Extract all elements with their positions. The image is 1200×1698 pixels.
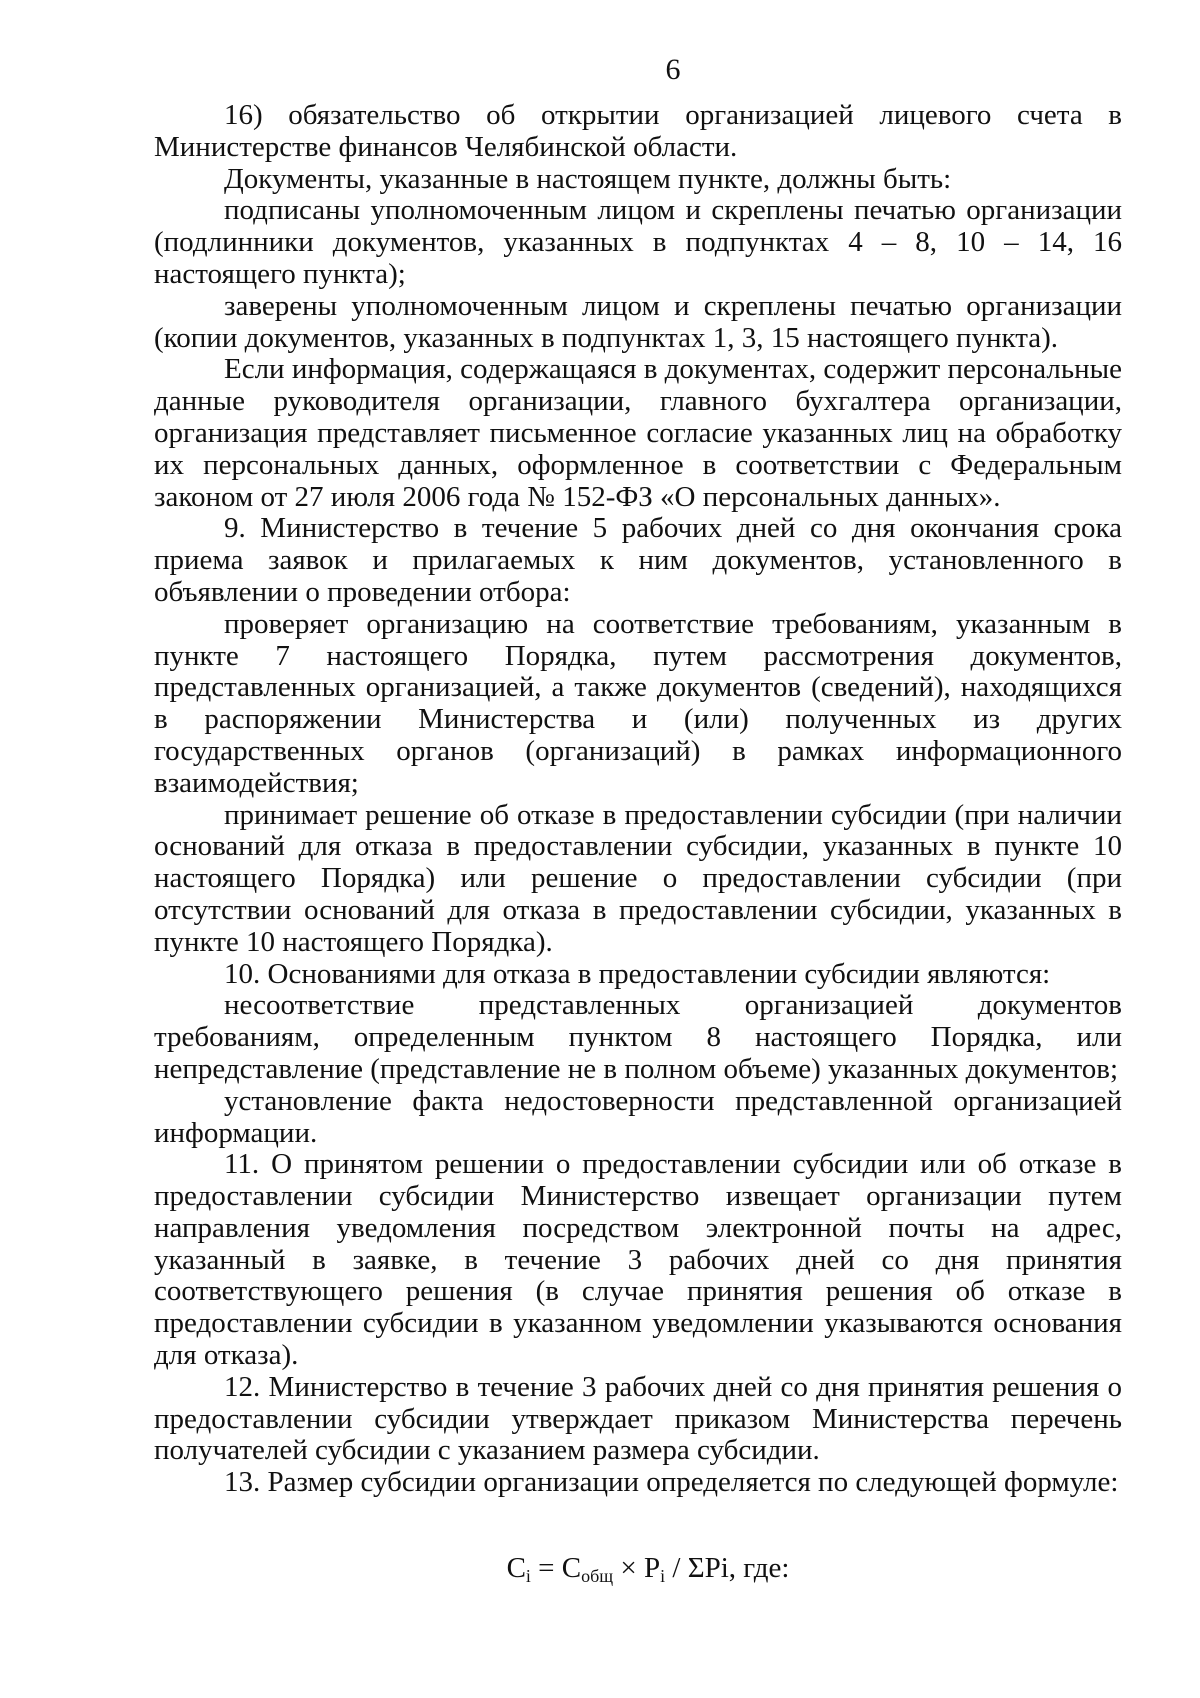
formula-total-sub: общ: [581, 1566, 614, 1587]
paragraph-10: 10. Основаниями для отказа в предоставлении субсидии являются:: [224, 957, 1051, 990]
formula-times: × P: [613, 1552, 661, 1585]
paragraph-13: 13. Размер субсидии организации определяется по следующей формуле:: [224, 1466, 1119, 1499]
formula-eq: = C: [530, 1552, 582, 1585]
formula-c: C: [506, 1552, 526, 1585]
paragraph-mismatch: несоответствие представленных организацией документов требованиям, определенным пунктом 8 настоящего Порядка, или непредставление (представление не в полном объеме) указанных документов;: [154, 989, 1122, 1085]
paragraph-checks: проверяет организацию на соответствие требованиям, указанным в пункте 7 настоящего Порядка, путем рассмотрения документов, представленных организацией, а также документов (сведений), находящихся в распоряжении Министерства и (или) полученных из других государственных органов (организаций) в рамках информационного взаимодействия;: [154, 607, 1122, 799]
paragraph-decision: принимает решение об отказе в предоставлении субсидии (при наличии оснований для отказа в предоставлении субсидии, указанных в пункте 10 настоящего Порядка) или решение о предоставлении субсидии (при отсутствии оснований для отказа в предоставлении субсидии, указанных в пункте 10 настоящего Порядка).: [154, 798, 1122, 958]
paragraph-12: 12. Министерство в течение 3 рабочих дней со дня принятия решения о предоставлении субсидии утверждает приказом Министерства перечень получателей субсидии с указанием размера субсидии.: [154, 1370, 1122, 1467]
paragraph-9: 9. Министерство в течение 5 рабочих дней со дня окончания срока приема заявок и прилагаемых к ним документов, установленного в объявлении о проведении отбора:: [154, 512, 1122, 608]
paragraph-11: 11. О принятом решении о предоставлении субсидии или об отказе в предоставлении субсидии Министерство извещает организации путем направления уведомления посредством электронной почты на адрес, указанный в заявке, в течение 3 рабочих дней со дня принятия соответствующего решения (в случае принятия решения об отказе в предоставлении субсидии в указанном уведомлении указываются основания для отказа).: [154, 1148, 1122, 1372]
page-number: 6: [665, 53, 681, 86]
paragraph-personal-data: Если информация, содержащаяся в документах, содержит персональные данные руководителя организации, главного бухгалтера организации, организация представляет письменное согласие указанных лиц на обработку их персональных данных, оформленное в соответствии с Федеральным законом от 27 июля 2006 года № 152-ФЗ «О персональных данных».: [154, 353, 1122, 513]
formula-c-sub: i: [525, 1566, 531, 1587]
formula-p-sub: i: [660, 1566, 666, 1587]
paragraph-documents-intro: Документы, указанные в настоящем пункте, должны быть:: [224, 162, 952, 195]
paragraph-16: 16) обязательство об открытии организацией лицевого счета в Министерстве финансов Челябинской области.: [154, 99, 1122, 163]
paragraph-signed: подписаны уполномоченным лицом и скреплены печатью организации (подлинники документов, указанных в подпунктах 4 – 8, 10 – 14, 16 настоящего пункта);: [154, 194, 1122, 290]
paragraph-unreliable: установление факта недостоверности представленной организацией информации.: [154, 1084, 1122, 1149]
document-page: [154, 52, 1122, 1593]
paragraph-certified: заверены уполномоченным лицом и скреплены печатью организации (копии документов, указанных в подпунктах 1, 3, 15 настоящего пункта).: [154, 289, 1122, 354]
formula-rest: / ΣPi, где:: [665, 1552, 790, 1585]
subsidy-formula: [154, 1551, 1122, 1593]
